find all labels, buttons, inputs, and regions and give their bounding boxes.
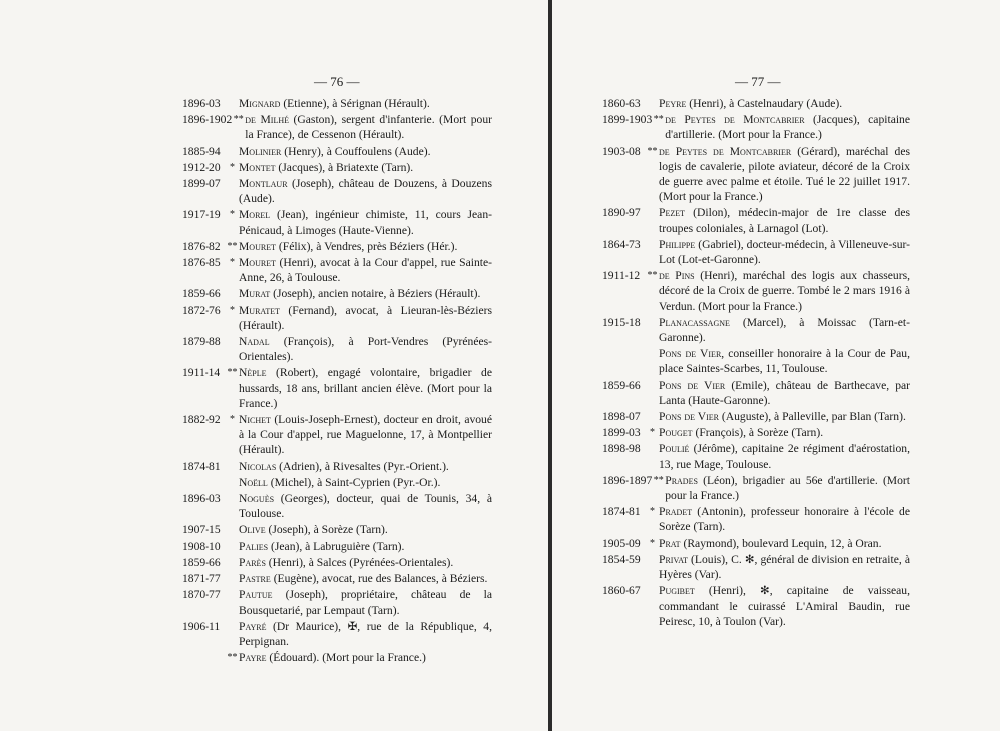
list-item — [602, 268, 910, 314]
list-item — [182, 144, 492, 159]
entry-text — [659, 346, 910, 376]
entry-name: Prades — [665, 473, 698, 487]
entry-name: Pradet — [659, 505, 693, 519]
entry-name: Philippe — [659, 237, 696, 251]
entry-details: (Jean), ingénieur chimiste, 11, cours Jean-Pénicaud, à Limoges (Haute-Vienne). — [239, 208, 492, 237]
entry-mark — [226, 491, 239, 521]
entry-details: (Antonin), professeur honoraire à l'école de Sorèze (Tarn). — [659, 505, 910, 534]
entry-text — [239, 555, 492, 570]
entry-details: (Henry), à Couffoulens (Aude). — [281, 144, 431, 158]
entry-details: , conseiller honoraire à la Cour de Pau, place Saintes-Scarbes, 11, Toulouse. — [659, 347, 910, 376]
entry-mark: ** — [647, 145, 658, 157]
entry-details: (Gérard), maréchal des logis de cavalerie, pilote aviateur, décoré de la Croix de guerre avec palme et étoile. Tué le 22 juillet 1917. (Mort pour la France.) — [659, 144, 910, 204]
entry-mark — [646, 315, 659, 345]
entry-name: Pugibet — [659, 584, 695, 598]
list-item — [182, 587, 492, 617]
list-item — [182, 112, 492, 142]
entry-mark: * — [230, 161, 235, 173]
entry-details: (Jérôme), capitaine 2e régiment d'aérostation, 13, rue Mage, Toulouse. — [659, 442, 910, 471]
entry-text — [239, 412, 492, 458]
entry-mark: * — [230, 209, 235, 221]
entry-years: 1876-85 — [182, 256, 221, 270]
entry-details: (Etienne), à Sérignan (Hérault). — [280, 97, 430, 110]
entry-years: 1899-1903 — [602, 113, 653, 127]
entry-years: 1896-03 — [182, 97, 221, 110]
entry-text — [239, 459, 492, 474]
entry-text — [659, 378, 910, 408]
entry-details: (Robert), engagé volontaire, brigadier de hussards, 18 ans, brillant ancien élève. (Mort pour la France.) — [239, 366, 492, 410]
entry-mark: * — [650, 427, 655, 439]
entry-details: (Michel), à Saint-Cyprien (Pyr.-Or.). — [267, 475, 441, 489]
entry-name: de Pins — [659, 269, 695, 283]
entry-years — [602, 346, 646, 376]
right-page — [552, 0, 1000, 731]
page-number: — 76 — — [314, 74, 360, 89]
entry-name: Palies — [239, 539, 269, 553]
entry-name: Nadal — [239, 335, 270, 349]
entry-details: (Henri), à Castelnaudary (Aude). — [686, 97, 843, 110]
entry-mark — [226, 539, 239, 554]
entry-years: 1912-20 — [182, 160, 221, 174]
entry-mark — [646, 96, 659, 111]
entry-mark — [226, 334, 239, 364]
entry-years: 1899-03 — [602, 426, 641, 440]
list-item — [602, 409, 910, 424]
list-item — [602, 346, 910, 376]
entry-name: Murat — [239, 287, 271, 301]
entry-mark — [226, 619, 239, 649]
entry-years: 1859-66 — [602, 378, 641, 392]
entry-details: (Georges), docteur, quai de Tounis, 34, à Toulouse. — [239, 492, 492, 521]
entry-years: 1885-94 — [182, 144, 221, 158]
entry-mark — [226, 176, 239, 206]
entry-name: Morel — [239, 208, 271, 222]
entry-years: 1890-97 — [602, 206, 641, 220]
entry-text — [665, 112, 910, 142]
entry-mark — [646, 205, 659, 235]
entry-mark — [226, 571, 239, 586]
entry-details: (Jacques), à Briatexte (Tarn). — [275, 160, 414, 174]
entry-name: Pezet — [659, 206, 685, 220]
entry-name: Noguès — [239, 492, 275, 506]
entry-mark — [226, 96, 239, 111]
entry-mark: ** — [653, 474, 664, 486]
list-item — [182, 650, 492, 665]
entry-details: (Fernand), avocat, à Lieuran-lès-Béziers (Hérault). — [239, 303, 492, 332]
entry-years: 1915-18 — [602, 315, 641, 329]
entry-text — [239, 365, 492, 411]
entry-text — [659, 536, 910, 551]
entry-details: (Dilon), médecin-major de 1re classe des troupes coloniales, à Larnagol (Lot). — [659, 206, 910, 235]
entry-mark — [646, 378, 659, 408]
entry-text — [239, 176, 492, 206]
list-item — [602, 378, 910, 408]
entry-text — [239, 303, 492, 333]
entry-years: 1911-12 — [602, 269, 641, 283]
entry-years: 1906-11 — [182, 619, 221, 633]
entry-details: (Jacques), capitaine d'artillerie. (Mort pour la France.) — [665, 113, 910, 142]
list-item — [182, 207, 492, 237]
entry-mark — [226, 459, 239, 474]
entry-text — [239, 539, 492, 554]
entry-text — [245, 112, 492, 142]
entry-name: Mouret — [239, 256, 276, 270]
entry-mark: * — [230, 304, 235, 316]
entry-mark — [226, 555, 239, 570]
entry-years: 1879-88 — [182, 335, 221, 349]
entry-details: (Henri), avocat à la Cour d'appel, rue Sainte-Anne, 26, à Toulouse. — [239, 256, 492, 285]
entry-details: (Henri), maréchal des logis aux chasseurs, décoré de la Croix de guerre. Tombé le 2 mars 1916 à Verdun. (Mort pour la France.) — [659, 269, 910, 313]
entry-details: (Emile), château de Barthecave, par Lanta (Haute-Garonne). — [659, 378, 910, 407]
entry-text — [239, 255, 492, 285]
entry-text — [239, 587, 492, 617]
entry-years: 1882-92 — [182, 413, 221, 427]
entry-details: (Henri), à Salces (Pyrénées-Orientales). — [265, 555, 454, 569]
entry-text — [239, 144, 492, 159]
list-item — [602, 473, 910, 503]
entry-name: Olive — [239, 523, 266, 537]
list-item — [182, 334, 492, 364]
entry-details: (Édouard). (Mort pour la France.) — [266, 651, 426, 665]
entry-details: (Raymond), boulevard Lequin, 12, à Oran. — [680, 536, 882, 550]
list-item — [182, 459, 492, 474]
list-item — [182, 176, 492, 206]
entry-text — [659, 504, 910, 534]
entry-mark — [226, 587, 239, 617]
entry-text — [239, 571, 492, 586]
list-item — [182, 286, 492, 301]
entry-name: Pons de Vier — [659, 378, 726, 392]
entry-years: 1896-03 — [182, 492, 221, 506]
list-item — [182, 619, 492, 649]
entry-years: 1907-15 — [182, 523, 221, 537]
entry-years — [182, 650, 226, 665]
entry-years: 1860-67 — [602, 584, 641, 598]
entry-years: 1911-14 — [182, 366, 221, 380]
entry-text — [239, 619, 492, 649]
entry-name: Mignard — [239, 97, 281, 110]
list-item — [182, 571, 492, 586]
entry-mark — [646, 346, 659, 376]
list-item — [182, 239, 492, 254]
entry-text — [659, 583, 910, 629]
entry-mark — [646, 552, 659, 582]
entry-details: (Marcel), à Moissac (Tarn-et-Garonne). — [659, 315, 910, 345]
list-item — [182, 160, 492, 175]
entry-details: (Louis), C. ✻, général de division en retraite, à Hyères (Var). — [659, 552, 910, 582]
entry-details: (François), à Port-Vendres (Pyrénées-Orientales). — [239, 335, 492, 364]
entry-years: 1898-98 — [602, 442, 641, 456]
entry-years: 1874-81 — [182, 459, 221, 473]
list-item — [602, 315, 910, 345]
entry-mark — [226, 522, 239, 537]
entry-name: Privat — [659, 552, 688, 566]
entry-details: (Joseph), propriétaire, château de la Bousquetarié, par Lempaut (Tarn). — [239, 588, 492, 617]
entry-name: de Milhé — [245, 113, 289, 127]
entry-name: Pons de Vier — [659, 347, 722, 361]
entry-mark: * — [650, 506, 655, 518]
entry-name: Montlaur — [239, 177, 288, 191]
entry-text — [659, 144, 910, 205]
entry-mark — [226, 475, 239, 490]
entry-name: Nèple — [239, 366, 267, 380]
entry-text — [659, 409, 910, 424]
entry-years: 1859-66 — [182, 287, 221, 301]
entry-years: 1905-09 — [602, 536, 641, 550]
list-item — [182, 522, 492, 537]
entry-name: Payré — [239, 619, 267, 633]
entry-text — [659, 441, 910, 471]
entry-mark — [226, 144, 239, 159]
entry-text — [239, 96, 492, 111]
entry-text — [239, 207, 492, 237]
entry-text — [659, 237, 910, 267]
list-item — [182, 255, 492, 285]
entry-years: 1917-19 — [182, 208, 221, 222]
entry-text — [659, 205, 910, 235]
list-item — [602, 536, 910, 551]
entry-years: 1896-1902 — [182, 113, 233, 127]
entry-years: 1864-73 — [602, 237, 641, 251]
list-item — [602, 112, 910, 142]
list-item — [602, 425, 910, 440]
list-item — [182, 491, 492, 521]
list-item — [602, 205, 910, 235]
entry-name: Prat — [659, 536, 681, 550]
entry-mark — [646, 441, 659, 471]
entry-text — [239, 475, 492, 490]
entry-years: 1903-08 — [602, 144, 641, 158]
entry-details: (Joseph), à Sorèze (Tarn). — [265, 523, 388, 537]
list-item — [182, 412, 492, 458]
entry-years: 1908-10 — [182, 539, 221, 553]
entry-mark — [226, 286, 239, 301]
entry-details: (Gabriel), docteur-médecin, à Villeneuve-sur-Lot (Lot-et-Garonne). — [659, 237, 910, 267]
entry-name: Muratet — [239, 303, 280, 317]
entry-text — [659, 552, 910, 582]
entry-mark — [646, 583, 659, 629]
entry-mark: ** — [233, 114, 244, 126]
list-item — [182, 475, 492, 490]
entry-name: Poulié — [659, 442, 690, 456]
entry-mark: ** — [227, 240, 238, 252]
entry-details: (Léon), brigadier au 56e d'artillerie. (Mort pour la France.) — [665, 473, 910, 503]
entry-details: (François), à Sorèze (Tarn). — [692, 426, 824, 440]
entry-mark: ** — [227, 652, 238, 664]
entry-text — [239, 491, 492, 521]
entry-text — [665, 473, 910, 503]
entry-details: (Gaston), sergent d'infanterie. (Mort pour la France), de Cessenon (Hérault). — [245, 113, 492, 142]
entry-name: Pautue — [239, 588, 273, 602]
entry-years: 1859-66 — [182, 555, 221, 569]
list-item — [602, 504, 910, 534]
entry-text — [239, 286, 492, 301]
entry-details: (Adrien), à Rivesaltes (Pyr.-Orient.). — [276, 459, 449, 473]
entry-name: Noëll — [239, 475, 268, 489]
entry-text — [659, 96, 910, 111]
entry-years: 1854-59 — [602, 552, 641, 566]
entry-years: 1876-82 — [182, 239, 221, 253]
entry-years: 1874-81 — [602, 505, 641, 519]
entry-years: 1871-77 — [182, 572, 221, 586]
entry-name: Nicolas — [239, 459, 277, 473]
entry-mark — [646, 409, 659, 424]
entry-mark — [646, 237, 659, 267]
entry-name: Pouget — [659, 426, 693, 440]
entry-details: (Joseph), ancien notaire, à Béziers (Hérault). — [270, 287, 481, 301]
page-number: — 77 — — [735, 74, 781, 89]
list-item — [602, 144, 910, 205]
entry-details: (Eugène), avocat, rue des Balances, à Béziers. — [270, 572, 488, 586]
entry-details: (Félix), à Vendres, près Béziers (Hér.). — [275, 239, 458, 253]
entry-details: (Dr Maurice), ✠, rue de la République, 4, Perpignan. — [239, 619, 492, 648]
entry-years — [182, 475, 226, 490]
list-item — [182, 96, 492, 111]
list-item — [602, 96, 910, 111]
entry-list — [182, 96, 492, 666]
entry-text — [659, 315, 910, 345]
entry-details: (Joseph), château de Douzens, à Douzens (Aude). — [239, 177, 492, 206]
entry-name: Parès — [239, 555, 266, 569]
list-item — [182, 365, 492, 411]
entry-mark: * — [230, 257, 235, 269]
entry-name: de Peytes de Montcabrier — [659, 144, 792, 158]
entry-mark: * — [650, 537, 655, 549]
entry-text — [239, 239, 492, 254]
entry-years: 1899-07 — [182, 177, 221, 191]
list-item — [182, 539, 492, 554]
entry-text — [239, 160, 492, 175]
entry-text — [239, 650, 492, 665]
entry-years: 1898-07 — [602, 410, 641, 424]
list-item — [602, 237, 910, 267]
entry-details: (Louis-Joseph-Ernest), docteur en droit, avoué à la Cour d'appel, rue Maguelonne, 17, à Montpellier (Hérault). — [239, 413, 492, 457]
list-item — [182, 555, 492, 570]
entry-mark: ** — [647, 270, 658, 282]
list-item — [602, 441, 910, 471]
entry-text — [659, 425, 910, 440]
entry-name: Molinier — [239, 144, 282, 158]
entry-mark: ** — [653, 114, 664, 126]
entry-name: Pons de Vier — [659, 410, 719, 424]
entry-name: de Peytes de Montcabrier — [665, 113, 805, 127]
entry-name: Payre — [239, 651, 267, 665]
entry-name: Peyre — [659, 97, 687, 110]
entry-years: 1872-76 — [182, 303, 221, 317]
entry-details: (Auguste), à Palleville, par Blan (Tarn). — [718, 410, 906, 424]
entry-mark: ** — [227, 367, 238, 379]
entry-list — [602, 96, 910, 630]
entry-name: Nichet — [239, 413, 271, 427]
entry-name: Planacassagne — [659, 315, 730, 329]
entry-text — [239, 522, 492, 537]
entry-mark: * — [230, 414, 235, 426]
entry-years: 1896-1897 — [602, 473, 653, 487]
entry-name: Montet — [239, 160, 276, 174]
entry-text — [659, 268, 910, 314]
list-item — [602, 583, 910, 629]
list-item — [182, 303, 492, 333]
entry-text — [239, 334, 492, 364]
entry-name: Pastre — [239, 572, 271, 586]
entry-details: (Jean), à Labruguière (Tarn). — [268, 539, 405, 553]
entry-details: (Henri), ✻, capitaine de vaisseau, commandant le cuirassé L'Amiral Baudin, rue Peiresc, 10, à Toulon (Var). — [659, 584, 910, 628]
list-item — [602, 552, 910, 582]
entry-years: 1860-63 — [602, 97, 641, 110]
entry-name: Mouret — [239, 239, 276, 253]
entry-years: 1870-77 — [182, 588, 221, 602]
